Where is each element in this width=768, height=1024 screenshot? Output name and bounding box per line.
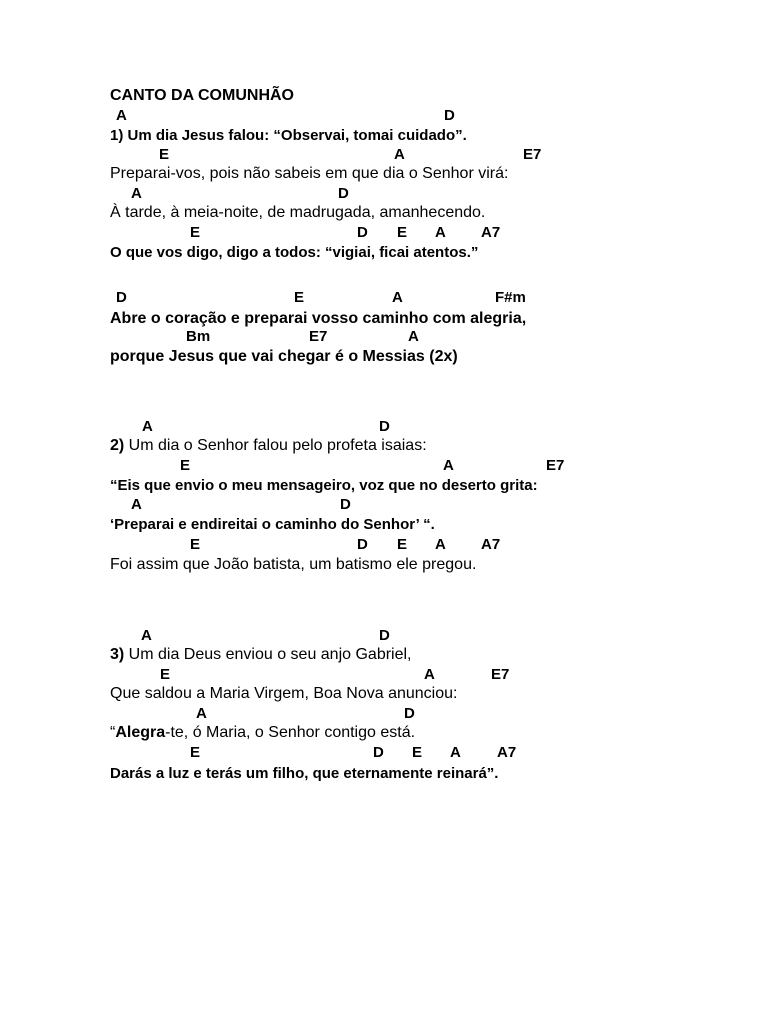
chord: E [190, 744, 201, 761]
chord: D [357, 536, 368, 553]
chord: E [159, 146, 170, 163]
verse1-line2: Preparai-vos, pois não sabeis em que dia o Senhor virá: [110, 165, 509, 182]
chord: D [444, 107, 455, 124]
chord: A [116, 107, 127, 124]
chord: Bm [186, 328, 211, 345]
chord: A [408, 328, 419, 345]
chord: A7 [481, 536, 501, 553]
verse2-line3: ‘Preparai e endireitai o caminho do Senhor’ “. [110, 516, 435, 533]
chord: A [443, 457, 454, 474]
chord: E [397, 536, 408, 553]
chord: A [131, 496, 142, 513]
verse3-line3 [110, 723, 415, 743]
verse1-line1-rest: : “Observai, tomai cuidado”. [264, 127, 467, 144]
chord: E7 [309, 328, 328, 345]
chord: A [131, 185, 142, 202]
verse1-line4-rest: : “vigiai, ficai atentos.” [315, 244, 479, 261]
chord: A [435, 224, 446, 241]
verse-number: 2) [110, 437, 125, 454]
verse2-line1-text: Um dia o Senhor falou pelo profeta isaias: [124, 437, 427, 454]
verse1-line1 [110, 126, 467, 146]
chorus-line2: porque Jesus que vai chegar é o Messias (2x) [110, 348, 458, 365]
chord: D [379, 418, 390, 435]
chord: A [141, 627, 152, 644]
chord: E [397, 224, 408, 241]
chord: A7 [481, 224, 501, 241]
verse-number: 3) [110, 646, 125, 663]
verse1-line3: À tarde, à meia-noite, de madrugada, amanhecendo. [110, 204, 486, 221]
song-title: CANTO DA COMUNHÃO [110, 87, 294, 104]
verse2-line2: “Eis que envio o meu mensageiro, voz que no deserto grita: [110, 477, 538, 494]
verse-number: 1) [110, 127, 124, 144]
chord: D [357, 224, 368, 241]
verse3-line3-bold: Alegra [115, 724, 166, 741]
verse2-line1 [110, 436, 427, 456]
chord: A [424, 666, 435, 683]
chord: A7 [497, 744, 517, 761]
verse3-line2: Que saldou a Maria Virgem, Boa Nova anunciou: [110, 685, 458, 702]
verse3-line4: Darás a luz e terás um filho, que eternamente reinará”. [110, 765, 499, 782]
verse3-line3-prefix: “ [110, 724, 116, 741]
verse1-line4 [110, 243, 478, 263]
verse1-line1-bold: Um dia Jesus falou [127, 127, 265, 144]
chord: A [450, 744, 461, 761]
chord: D [404, 705, 415, 722]
chord: E [412, 744, 423, 761]
verse3-line1 [110, 645, 412, 665]
verse1-line4-bold: O que vos digo, digo a todos [110, 244, 316, 261]
chord: D [116, 289, 127, 306]
verse3-line3-rest: -te, ó Maria, o Senhor contigo está. [165, 724, 416, 741]
chord: E [190, 536, 201, 553]
chord: A [435, 536, 446, 553]
chord: D [340, 496, 351, 513]
verse3-line1-text: Um dia Deus enviou o seu anjo Gabriel, [124, 646, 412, 663]
chord: A [394, 146, 405, 163]
chord: E7 [491, 666, 510, 683]
chord: D [338, 185, 349, 202]
chord: A [142, 418, 153, 435]
chord: A [392, 289, 403, 306]
chord: E [294, 289, 305, 306]
chord: D [379, 627, 390, 644]
chord: E [180, 457, 191, 474]
chord: E7 [523, 146, 542, 163]
chorus-line1: Abre o coração e preparai vosso caminho com alegria, [110, 310, 527, 327]
chord: E [160, 666, 171, 683]
chord: E7 [546, 457, 565, 474]
chord: D [373, 744, 384, 761]
chord: F#m [495, 289, 526, 306]
chord: E [190, 224, 201, 241]
verse2-line4: Foi assim que João batista, um batismo ele pregou. [110, 556, 477, 573]
chord: A [196, 705, 207, 722]
